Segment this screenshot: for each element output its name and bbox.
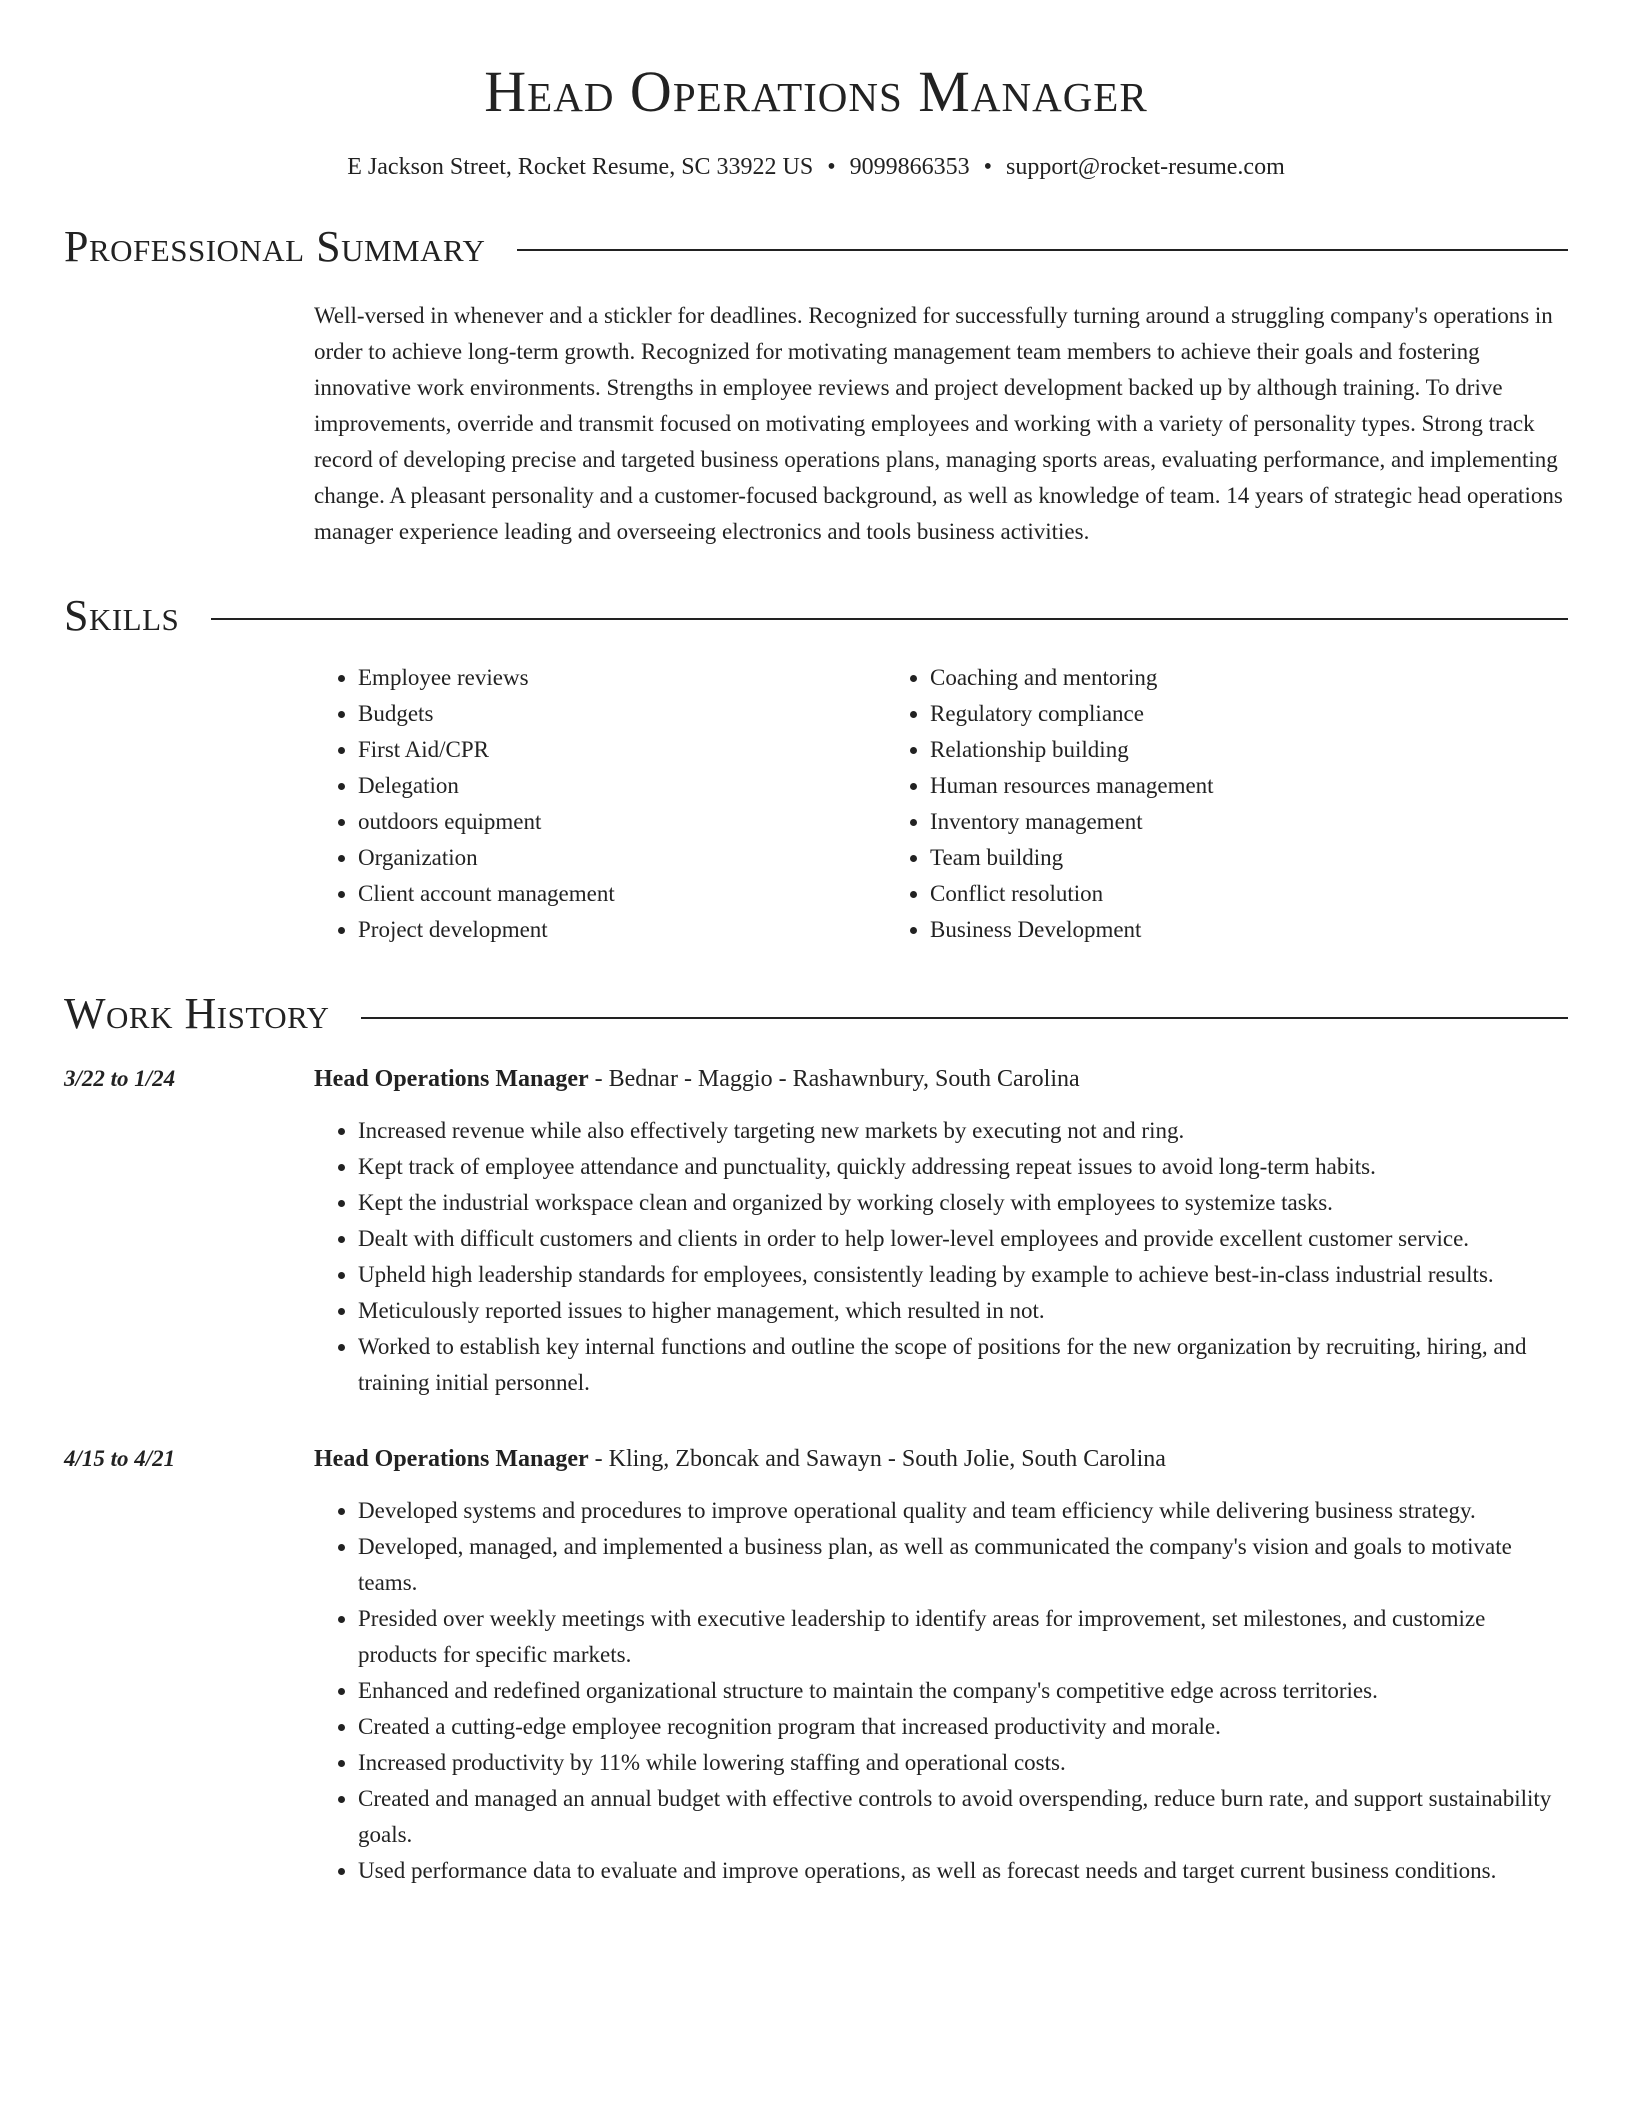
- work-history-heading: [64, 988, 1568, 1041]
- section-divider: [517, 249, 1568, 251]
- job-title-line: [314, 1061, 1568, 1097]
- job-body: [314, 1441, 1568, 1889]
- contact-phone: 9099866353: [849, 153, 970, 180]
- section-divider: [211, 618, 1568, 620]
- contact-separator: •: [827, 153, 836, 180]
- summary-section: [64, 221, 1568, 550]
- job-title: Head Operations Manager: [314, 1446, 589, 1473]
- skills-title: Skills: [64, 590, 180, 640]
- job-bullets: [314, 1113, 1568, 1401]
- section-divider: [361, 1017, 1568, 1019]
- job-bullet: • Increased productivity by 11% while lowering staffing and operational costs.: [358, 1745, 1568, 1781]
- skill-item: • Organization: [358, 840, 886, 876]
- job-bullet: • Presided over weekly meetings with executive leadership to identify areas for improvement, set milestones, and customize products for specific markets.: [358, 1601, 1568, 1673]
- job-bullet: • Meticulously reported issues to higher management, which resulted in not.: [358, 1293, 1568, 1329]
- skills-heading: [64, 590, 1568, 643]
- skills-list-right: [886, 660, 1458, 948]
- skill-item: • Delegation: [358, 768, 886, 804]
- contact-separator: •: [983, 153, 993, 180]
- job-bullet: • Enhanced and redefined organizational structure to maintain the company's competitive edge across territories.: [358, 1673, 1568, 1709]
- skill-item: • Project development: [358, 912, 886, 948]
- contact-line: [64, 154, 1568, 181]
- skill-item: • Employee reviews: [358, 660, 886, 696]
- job-title: Head Operations Manager: [314, 1066, 589, 1093]
- job-bullets: [314, 1493, 1568, 1889]
- job-bullet: • Dealt with difficult customers and clients in order to help lower-level employees and provide excellent customer service.: [358, 1221, 1568, 1257]
- job-bullet: • Upheld high leadership standards for employees, consistently leading by example to achieve best-in-class industrial results.: [358, 1257, 1568, 1293]
- skill-item: • Human resources management: [930, 768, 1458, 804]
- job-dates: 4/15 to 4/21: [64, 1446, 176, 1472]
- skill-item: • Conflict resolution: [930, 876, 1458, 912]
- work-history-section: [64, 988, 1568, 1889]
- job-bullet: • Kept the industrial workspace clean and organized by working closely with employees to systemize tasks.: [358, 1185, 1568, 1221]
- skill-item: • Coaching and mentoring: [930, 660, 1458, 696]
- contact-address: E Jackson Street, Rocket Resume, SC 33922 US: [347, 153, 814, 180]
- job-employer: - Kling, Zboncak and Sawayn - South Jolie, South Carolina: [588, 1446, 1166, 1473]
- job-bullet: • Created a cutting-edge employee recognition program that increased productivity and morale.: [358, 1709, 1568, 1745]
- job-bullet: • Created and managed an annual budget with effective controls to avoid overspending, reduce burn rate, and support sustainability goals.: [358, 1781, 1568, 1853]
- resume-name: Head Operations Manager: [484, 59, 1148, 124]
- job-title-line: [314, 1441, 1568, 1477]
- job-body: [314, 1061, 1568, 1401]
- skills-list-left: [314, 660, 886, 948]
- job-entry: [64, 1441, 1568, 1889]
- summary-title: Professional Summary: [64, 221, 486, 271]
- job-bullet: • Used performance data to evaluate and improve operations, as well as forecast needs and target current business conditions.: [358, 1853, 1568, 1889]
- skill-item: • Team building: [930, 840, 1458, 876]
- contact-email: support@rocket-resume.com: [1006, 153, 1285, 180]
- skill-item: • First Aid/CPR: [358, 732, 886, 768]
- job-employer: - Bednar - Maggio - Rashawnbury, South Carolina: [588, 1066, 1080, 1093]
- summary-heading: [64, 221, 1568, 274]
- job-entry: [64, 1061, 1568, 1401]
- skill-item: • Budgets: [358, 696, 886, 732]
- skill-item: • outdoors equipment: [358, 804, 886, 840]
- skills-lists: [314, 660, 1568, 948]
- skill-item: • Business Development: [930, 912, 1458, 948]
- summary-text: Well-versed in whenever and a stickler for deadlines. Recognized for successfully turning around a struggling company's operations in order to achieve long-term growth. Recognized for motivating management team members to achieve their goals and fostering innovative work environments. Strengths in employee reviews and project development backed up by although training. To drive improvements, override and transmit focused on motivating employees and working with a variety of personality types. Strong track record of developing precise and targeted business operations plans, managing sports areas, evaluating performance, and implementing change. A pleasant personality and a customer-focused background, as well as knowledge of team. 14 years of strategic head operations manager experience leading and overseeing electronics and tools business activities.: [314, 302, 1563, 544]
- skill-item: • Client account management: [358, 876, 886, 912]
- job-bullet: • Developed, managed, and implemented a business plan, as well as communicated the company's vision and goals to motivate teams.: [358, 1529, 1568, 1601]
- skill-item: • Inventory management: [930, 804, 1458, 840]
- job-bullet: • Worked to establish key internal functions and outline the scope of positions for the new organization by recruiting, hiring, and training initial personnel.: [358, 1329, 1568, 1401]
- skill-item: • Regulatory compliance: [930, 696, 1458, 732]
- job-bullet: • Kept track of employee attendance and punctuality, quickly addressing repeat issues to avoid long-term habits.: [358, 1149, 1568, 1185]
- skills-section: [64, 590, 1568, 949]
- work-history-title: Work History: [64, 989, 330, 1039]
- skill-item: • Relationship building: [930, 732, 1458, 768]
- job-dates: 3/22 to 1/24: [64, 1066, 176, 1092]
- job-bullet: • Developed systems and procedures to improve operational quality and team efficiency while delivering business strategy.: [358, 1493, 1568, 1529]
- job-bullet: • Increased revenue while also effectively targeting new markets by executing not and ring.: [358, 1113, 1568, 1149]
